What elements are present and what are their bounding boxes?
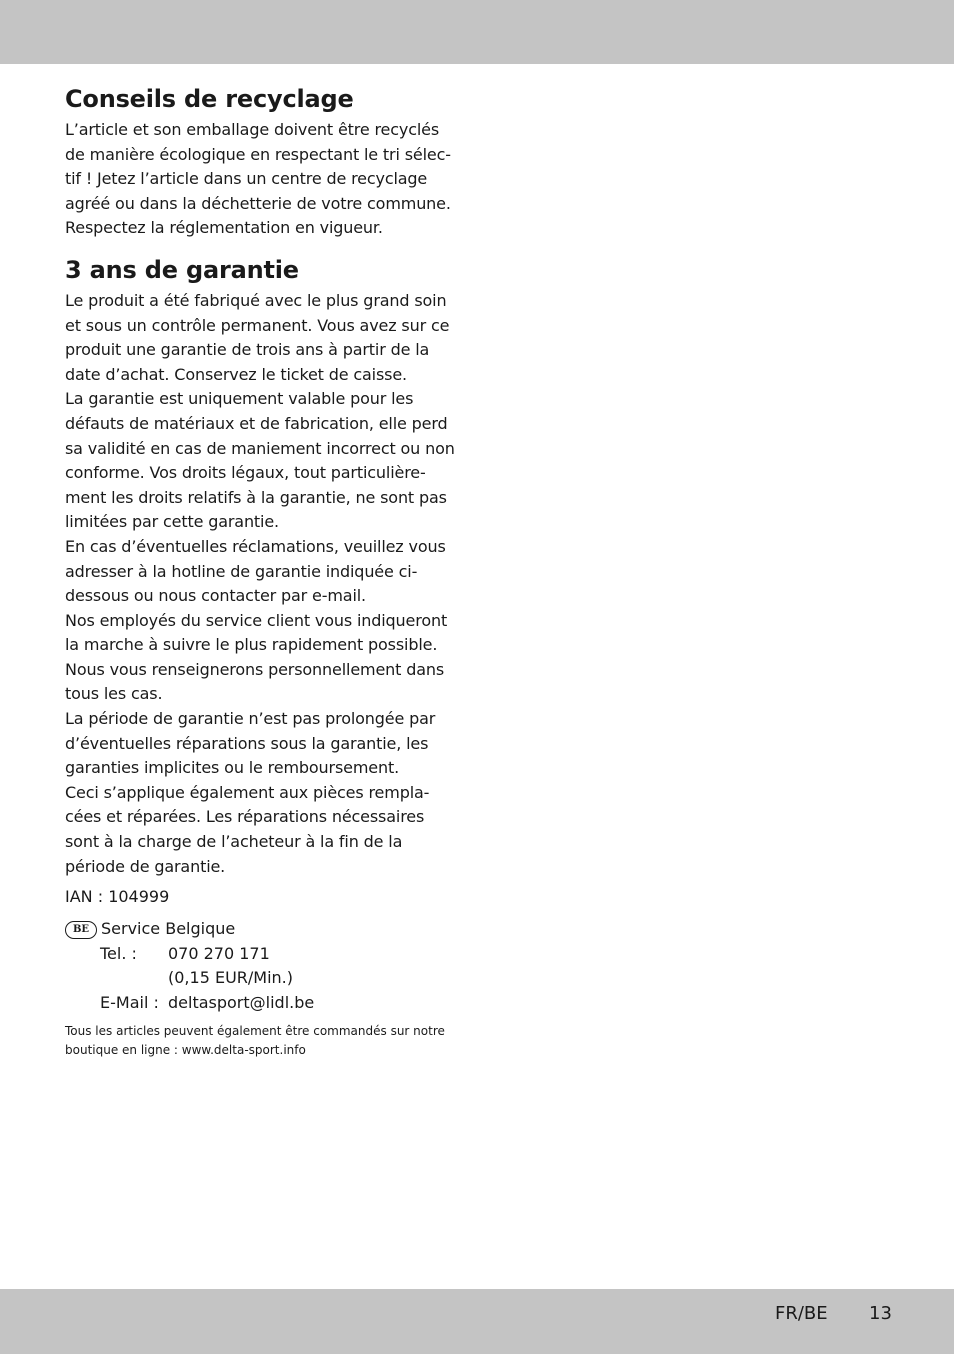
service-block	[65, 917, 457, 1015]
text-line: Nous vous renseignerons personnellement dans	[65, 659, 445, 679]
page-number: 13	[869, 1303, 892, 1324]
text-line: de manière écologique en respectant le tri sélec-	[65, 144, 451, 164]
text-line: tous les cas.	[65, 684, 163, 704]
text-line: date d’achat. Conservez le ticket de caisse.	[65, 364, 407, 384]
tel-value: 070 270 171	[168, 943, 270, 963]
note-line: Tous les articles peuvent également être commandés sur notre	[65, 1023, 445, 1038]
text-line: sont à la charge de l’acheteur à la fin de la	[65, 832, 403, 852]
footer-language: FR/BE	[775, 1303, 828, 1324]
recycling-title: Conseils de recyclage	[65, 85, 354, 113]
recycling-paragraph	[65, 118, 457, 241]
tel-rate: (0,15 EUR/Min.)	[168, 968, 293, 988]
service-name: Service Belgique	[101, 919, 236, 939]
text-line: La garantie est uniquement valable pour les	[65, 389, 414, 409]
email-value: deltasport@lidl.be	[168, 993, 315, 1012]
tel-label: Tel. :	[100, 943, 137, 963]
text-line: produit une garantie de trois ans à partir de la	[65, 340, 430, 360]
text-line: défauts de matériaux et de fabrication, elle perd	[65, 413, 448, 433]
text-line: Le produit a été fabriqué avec le plus grand soin	[65, 290, 447, 310]
text-line: limitées par cette garantie.	[65, 512, 279, 532]
text-line: La période de garantie n’est pas prolongée par	[65, 709, 436, 729]
text-line: Ceci s’applique également aux pièces rempla-	[65, 782, 430, 802]
text-line: la marche à suivre le plus rapidement possible.	[65, 635, 438, 655]
text-line: dessous ou nous contacter par e-mail.	[65, 586, 366, 606]
text-line: d’éventuelles réparations sous la garantie, les	[65, 733, 429, 753]
text-line: cées et réparées. Les réparations nécessaires	[65, 807, 425, 827]
text-line: ment les droits relatifs à la garantie, ne sont pas	[65, 487, 447, 507]
header-bar	[0, 0, 954, 64]
note-line: boutique en ligne : www.delta-sport.info	[65, 1042, 306, 1057]
content-column	[65, 82, 457, 1060]
text-line: période de garantie.	[65, 856, 226, 876]
text-line: et sous un contrôle permanent. Vous avez sur ce	[65, 315, 450, 335]
text-line: tif ! Jetez l’article dans un centre de recyclage	[65, 169, 428, 189]
email-label: E-Mail :	[100, 993, 159, 1012]
text-line: agréé ou dans la déchetterie de votre commune.	[65, 193, 451, 213]
be-country-badge: BE	[65, 921, 97, 939]
text-line: Nos employés du service client vous indiqueront	[65, 610, 448, 630]
text-line: sa validité en cas de maniement incorrect ou non	[65, 438, 455, 458]
text-line: En cas d’éventuelles réclamations, veuillez vous	[65, 536, 446, 556]
text-line: Respectez la réglementation en vigueur.	[65, 218, 383, 238]
text-line: conforme. Vos droits légaux, tout particulière-	[65, 463, 426, 483]
text-line: L’article et son emballage doivent être recyclés	[65, 120, 440, 139]
warranty-title: 3 ans de garantie	[65, 255, 299, 284]
text-line: garanties implicites ou le remboursement.	[65, 758, 399, 778]
warranty-paragraph	[65, 289, 457, 879]
online-shop-note	[65, 1022, 457, 1060]
text-line: adresser à la hotline de garantie indiquée ci-	[65, 561, 418, 581]
ian-number: IAN : 104999	[65, 887, 170, 907]
